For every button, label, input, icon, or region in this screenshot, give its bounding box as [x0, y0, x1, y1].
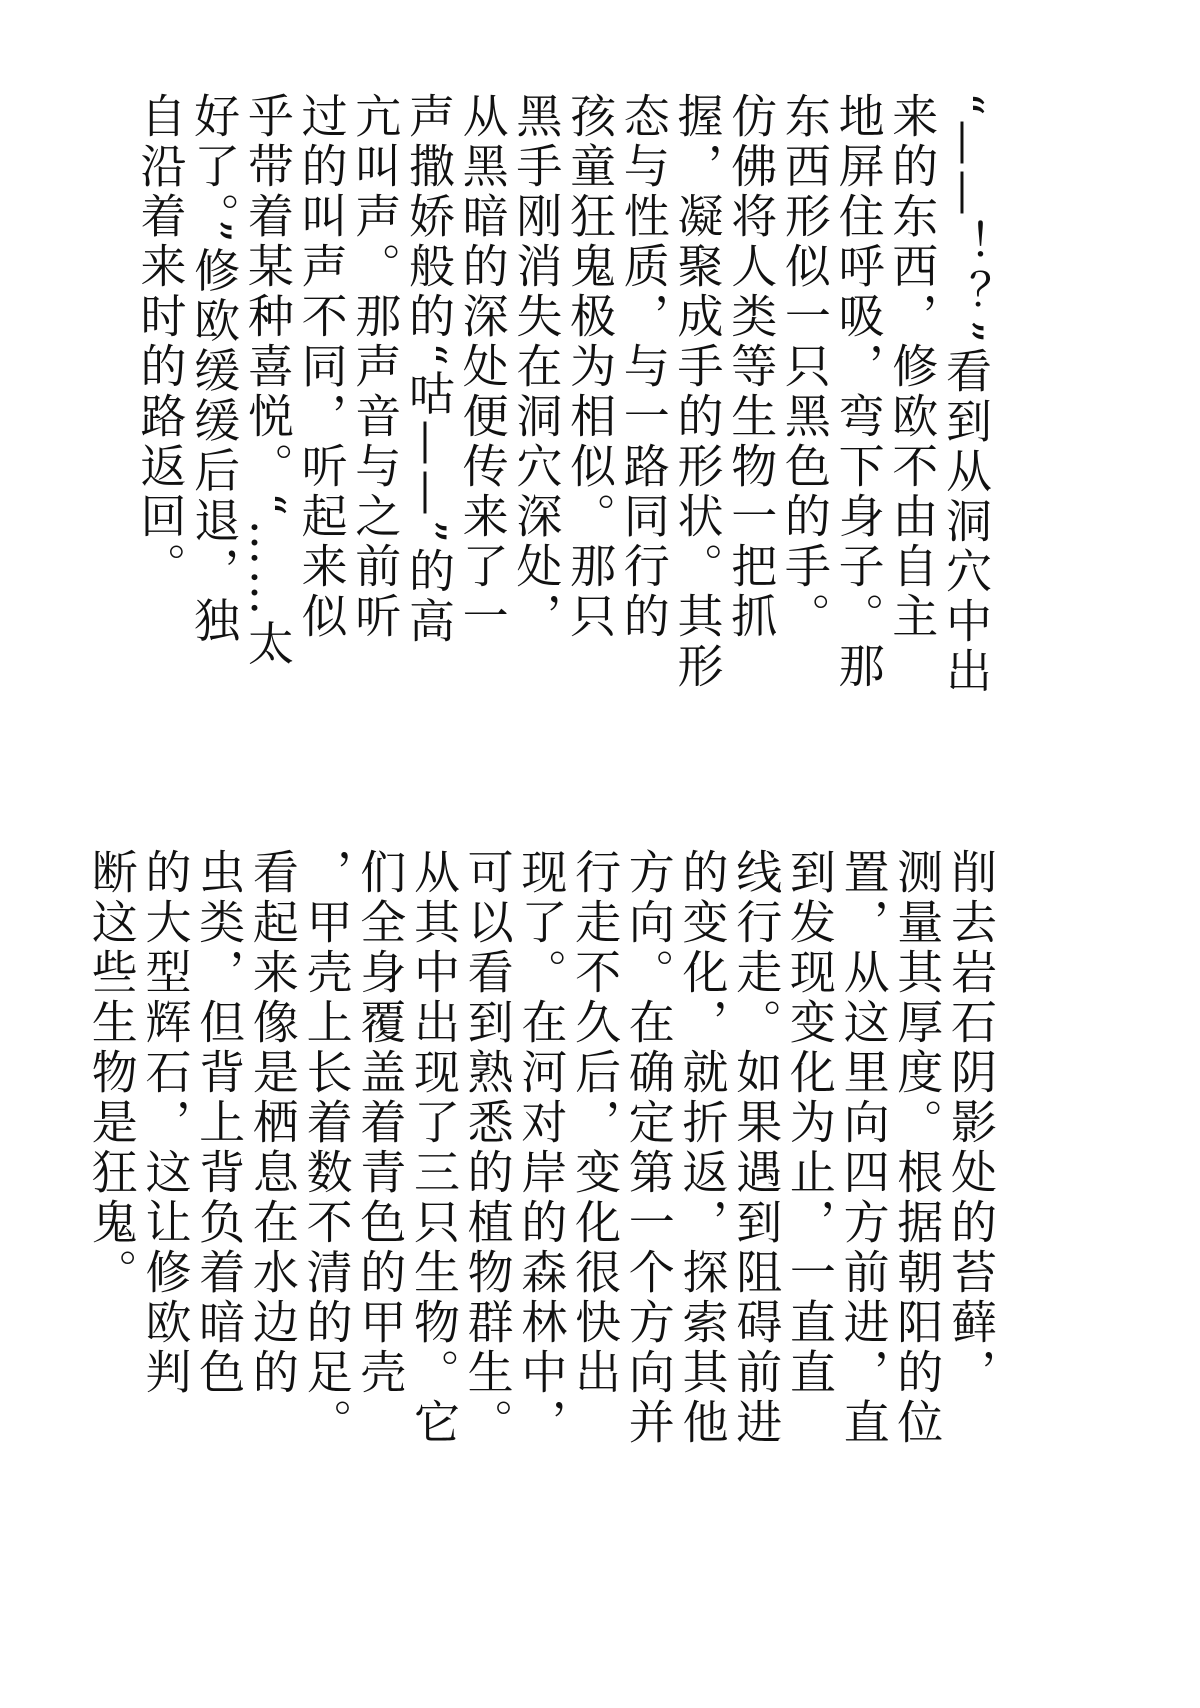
text-column: 从其中出现了三只生物。它: [406, 848, 461, 1448]
text-column: 东西形似一只黑色的手。: [777, 92, 832, 642]
text-column: 黑手刚消失在洞穴深处，: [509, 92, 564, 642]
text-column: 们全身覆盖着青色的甲壳: [353, 848, 408, 1398]
text-column: 断这些生物是狂鬼。: [84, 848, 139, 1298]
passage-top: [133, 92, 992, 697]
text-column: 从黑暗的深处便传来了一: [455, 92, 510, 642]
text-column: 方向。在确定第一个方向并: [621, 848, 676, 1448]
text-column: 亢叫声。那声音与之前听: [348, 92, 403, 642]
text-column: 到发现变化为止，一直直: [782, 848, 837, 1398]
passage-bottom: [84, 848, 997, 1448]
text-column: 态与性质，与一路同行的: [616, 92, 671, 642]
text-column: 削去岩石阴影处的苔藓，: [944, 848, 998, 1398]
text-column: 好了。”修欧缓缓后退，独: [187, 92, 242, 647]
text-column: ，甲壳上长着数不清的足。: [299, 848, 354, 1448]
text-column: “——！？”看到从洞穴中出: [939, 92, 993, 698]
text-column: 置，从这里向四方前进，直: [836, 848, 891, 1448]
text-column: 虫类，但背上背负着暗色: [192, 848, 247, 1398]
text-column: 声撒娇般的“咕——”的高: [401, 92, 456, 648]
text-column: 地屏住呼吸，弯下身子。那: [831, 92, 886, 692]
text-column: 来的东西，修欧不由自主: [885, 92, 940, 642]
text-column: 孩童狂鬼极为相似。那只: [563, 92, 618, 642]
text-column: 行走不久后，变化很快出: [568, 848, 623, 1398]
text-column: 的大型辉石，这让修欧判: [138, 848, 193, 1398]
text-column: 线行走。如果遇到阻碍前进: [729, 848, 784, 1448]
text-column: 可以看到熟悉的植物群生。: [460, 848, 515, 1448]
text-column: 仿佛将人类等生物一把抓: [724, 92, 779, 642]
text-column: 自沿着来时的路返回。: [133, 92, 188, 592]
text-column: 现了。在河对岸的森林中，: [514, 848, 569, 1448]
text-column: 的变化，就折返，探索其他: [675, 848, 730, 1448]
text-column: 乎带着某种喜悦。“……太: [240, 92, 295, 670]
text-column: 测量其厚度。根据朝阳的位: [890, 848, 945, 1448]
text-column: 过的叫声不同，听起来似: [294, 92, 349, 642]
text-column: 看起来像是栖息在水边的: [245, 848, 300, 1398]
text-column: 握，凝聚成手的形状。其形: [670, 92, 725, 692]
